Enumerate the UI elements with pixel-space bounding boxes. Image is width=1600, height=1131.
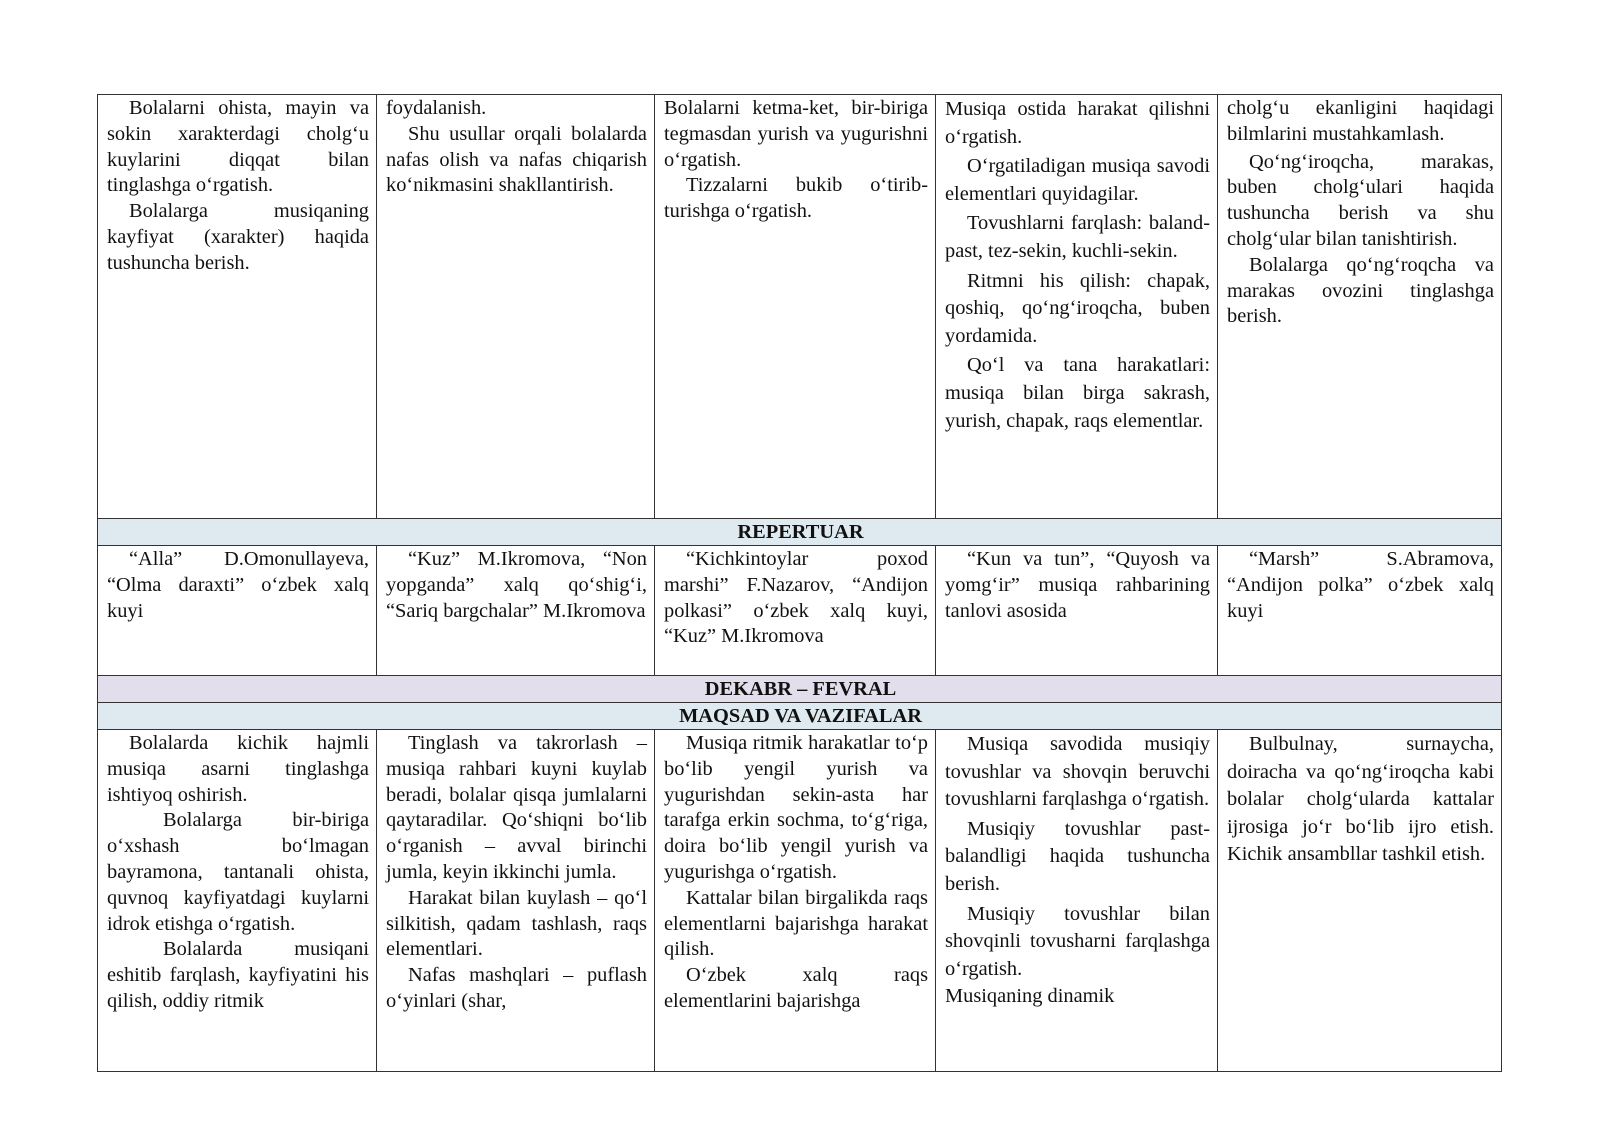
table-cell bbox=[936, 730, 1218, 1072]
paragraph: Ritmni his qilish: chapak, qoshiq, qo‘ng‘iroqcha, buben yordamida. bbox=[945, 269, 1210, 347]
table-cell bbox=[98, 730, 377, 1072]
goals-header: MAQSAD VA VAZIFALAR bbox=[98, 703, 1502, 730]
paragraph: Kattalar bilan birgalikda raqs elementlarni bajarishga harakat qilish. bbox=[664, 886, 928, 961]
table-cell bbox=[1218, 546, 1502, 676]
paragraph: Bolalarga bir-biriga o‘xshash bo‘lmagan bayramona, tantanali ohista, quvnoq kayfiyatdagi kuylarni idrok etishga o‘rgatish. bbox=[107, 809, 369, 935]
paragraph: foydalanish. bbox=[386, 97, 487, 119]
paragraph: Bolalarni ohista, mayin va sokin xarakterdagi cholg‘u kuylarini diqqat bilan tinglashga o‘rgatish. bbox=[107, 97, 369, 197]
table-cell bbox=[98, 546, 377, 676]
table-row bbox=[98, 730, 1502, 1072]
table-row bbox=[98, 546, 1502, 676]
section-header-row bbox=[98, 519, 1502, 546]
paragraph: Musiqa savodida musiqiy tovushlar va shovqin beruvchi tovushlarni farqlashga o‘rgatish. bbox=[945, 733, 1210, 811]
table-cell bbox=[377, 730, 655, 1072]
period-header: DEKABR – FEVRAL bbox=[98, 676, 1502, 703]
curriculum-table bbox=[97, 94, 1502, 1072]
paragraph: O‘rgatiladigan musiqa savodi elementlari quyidagilar. bbox=[945, 155, 1210, 205]
paragraph: O‘zbek xalq raqs elementlarini bajarishga bbox=[664, 964, 928, 1012]
table-cell bbox=[1218, 95, 1502, 519]
paragraph: Nafas mashqlari – puflash o‘yinlari (shar, bbox=[386, 964, 647, 1012]
paragraph: Bolalarda musiqani eshitib farqlash, kayfiyatini his qilish, oddiy ritmik bbox=[107, 938, 369, 1012]
table-cell bbox=[655, 730, 936, 1072]
paragraph: Bulbulnay, surnaycha, doiracha va qo‘ng‘iroqcha kabi bolalar cholg‘ularda kattalar ijrosiga jo‘r bo‘lib ijro etish. Kichik ansambllar tashkil etish. bbox=[1227, 733, 1494, 866]
paragraph: Musiqaning dinamik bbox=[945, 985, 1115, 1008]
paragraph: Musiqiy tovushlar past-balandligi haqida tushuncha berish. bbox=[945, 817, 1210, 895]
table-cell bbox=[377, 546, 655, 676]
table-cell bbox=[936, 546, 1218, 676]
table-cell bbox=[98, 95, 377, 519]
table-cell bbox=[377, 95, 655, 519]
table-cell bbox=[1218, 730, 1502, 1072]
table-cell bbox=[655, 95, 936, 519]
table-row bbox=[98, 95, 1502, 519]
section-header-row bbox=[98, 676, 1502, 703]
paragraph: Tinglash va takrorlash – musiqa rahbari kuyni kuylab beradi, bolalar qisqa jumlalarni qaytaradilar. Qo‘shiqni bo‘lib o‘rganish – avval birinchi jumla, keyin ikkinchi jumla. bbox=[386, 732, 647, 883]
paragraph: Bolalarga qo‘ng‘roqcha va marakas ovozini tinglashga berish. bbox=[1227, 253, 1494, 328]
paragraph: Musiqiy tovushlar bilan shovqinli tovusharni farqlashga o‘rgatish. bbox=[945, 902, 1210, 980]
paragraph: “Marsh” S.Abramova, “Andijon polka” o‘zbek xalq kuyi bbox=[1227, 548, 1494, 622]
paragraph: “Alla” D.Omonullayeva, “Olma daraxti” o‘zbek xalq kuyi bbox=[107, 548, 369, 622]
paragraph: “Kuz” M.Ikromova, “Non yopganda” xalq qo‘shig‘i, “Sariq bargchalar” M.Ikromova bbox=[386, 548, 647, 622]
paragraph: Shu usullar orqali bolalarda nafas olish va nafas chiqarish ko‘nikmasini shakllantirish. bbox=[386, 122, 647, 197]
table-cell bbox=[936, 95, 1218, 519]
paragraph: Tovushlarni farqlash: baland-past, tez-sekin, kuchli-sekin. bbox=[945, 212, 1210, 262]
repertuar-header: REPERTUAR bbox=[98, 519, 1502, 546]
paragraph: Musiqa ostida harakat qilishni o‘rgatish. bbox=[945, 98, 1210, 148]
paragraph: Bolalarda kichik hajmli musiqa asarni tinglashga ishtiyoq oshirish. bbox=[107, 732, 369, 806]
paragraph: “Kun va tun”, “Quyosh va yomg‘ir” musiqa rahbarining tanlovi asosida bbox=[945, 548, 1210, 622]
paragraph: Bolalarga musiqaning kayfiyat (xarakter) haqida tushuncha berish. bbox=[107, 200, 369, 274]
paragraph: Bolalarni ketma-ket, bir-biriga tegmasdan yurish va yugurishni o‘rgatish. bbox=[664, 97, 928, 171]
paragraph: Tizzalarni bukib o‘tirib-turishga o‘rgatish. bbox=[664, 174, 928, 223]
paragraph: Qo‘l va tana harakatlari: musiqa bilan birga sakrash, yurish, chapak, raqs elementlar. bbox=[945, 354, 1210, 432]
paragraph: cholg‘u ekanligini haqidagi bilmlarini mustahkamlash. bbox=[1227, 97, 1494, 145]
paragraph: Musiqa ritmik harakatlar to‘p bo‘lib yengil yurish va yugurishdan sekin-asta har tarafga erkin sochma, to‘g‘riga, doira bo‘lib yengil yurish va yugurishga o‘rgatish. bbox=[664, 732, 928, 883]
table-cell bbox=[655, 546, 936, 676]
paragraph: Qo‘ng‘iroqcha, marakas, buben cholg‘ulari haqida tushuncha berish va shu cholg‘ular bilan tanishtirish. bbox=[1227, 150, 1494, 250]
paragraph: Harakat bilan kuylash – qo‘l silkitish, qadam tashlash, raqs elementlari. bbox=[386, 886, 647, 961]
paragraph: “Kichkintoylar poxod marshi” F.Nazarov, “Andijon polkasi” o‘zbek xalq kuyi, “Kuz” M.Ikromova bbox=[664, 548, 928, 648]
section-header-row bbox=[98, 703, 1502, 730]
